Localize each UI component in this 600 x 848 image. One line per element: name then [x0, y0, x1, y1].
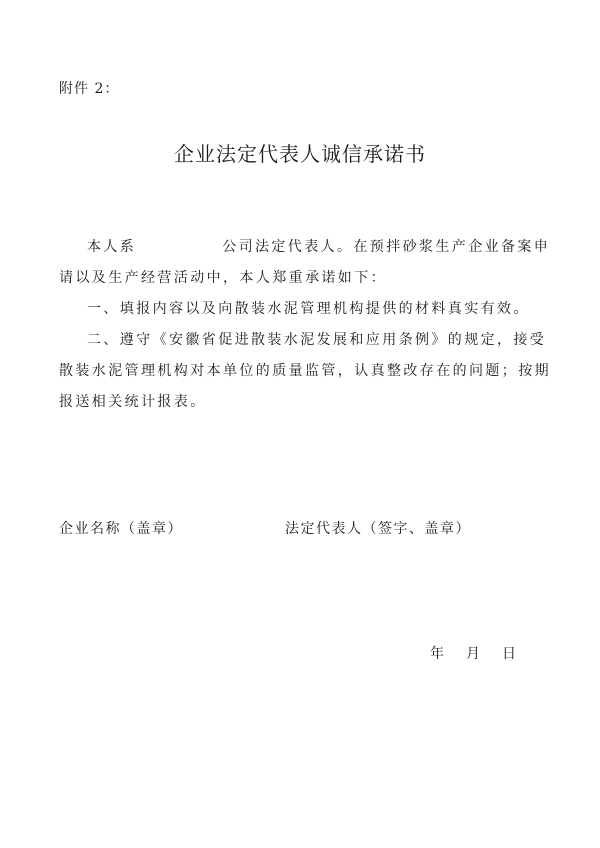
- date-month-label: 月: [466, 646, 480, 662]
- date-day-label: 日: [502, 646, 516, 662]
- legal-representative-signature-label: 法定代表人（签字、盖章）: [285, 521, 471, 537]
- attachment-label: 附件 2：: [59, 81, 120, 97]
- date-year-label: 年: [430, 646, 444, 662]
- company-seal-label: 企业名称（盖章）: [59, 521, 183, 537]
- commitment-item-2-line: 二、遵守《安徽省促进散装水泥发展和应用条例》的规定，接受: [87, 332, 547, 348]
- paragraph-line: [59, 232, 549, 263]
- intro-text-continued: 公司法定代表人。在预拌砂浆生产企业备案申: [222, 239, 551, 255]
- commitment-item-2-line: 报送相关统计报表。: [59, 394, 207, 410]
- commitment-item-2-line: 散装水泥管理机构对本单位的质量监管，认真整改存在的问题；按期: [59, 363, 551, 379]
- document-title: 企业法定代表人诚信承诺书: [174, 142, 426, 166]
- date-line: [430, 643, 516, 663]
- commitment-body: [59, 232, 549, 418]
- paragraph-line: 请以及生产经营活动中，本人郑重承诺如下：: [59, 270, 387, 286]
- intro-text: 本人系: [87, 239, 137, 255]
- commitment-item-1: 一、填报内容以及向散装水泥管理机构提供的材料真实有效。: [87, 301, 530, 317]
